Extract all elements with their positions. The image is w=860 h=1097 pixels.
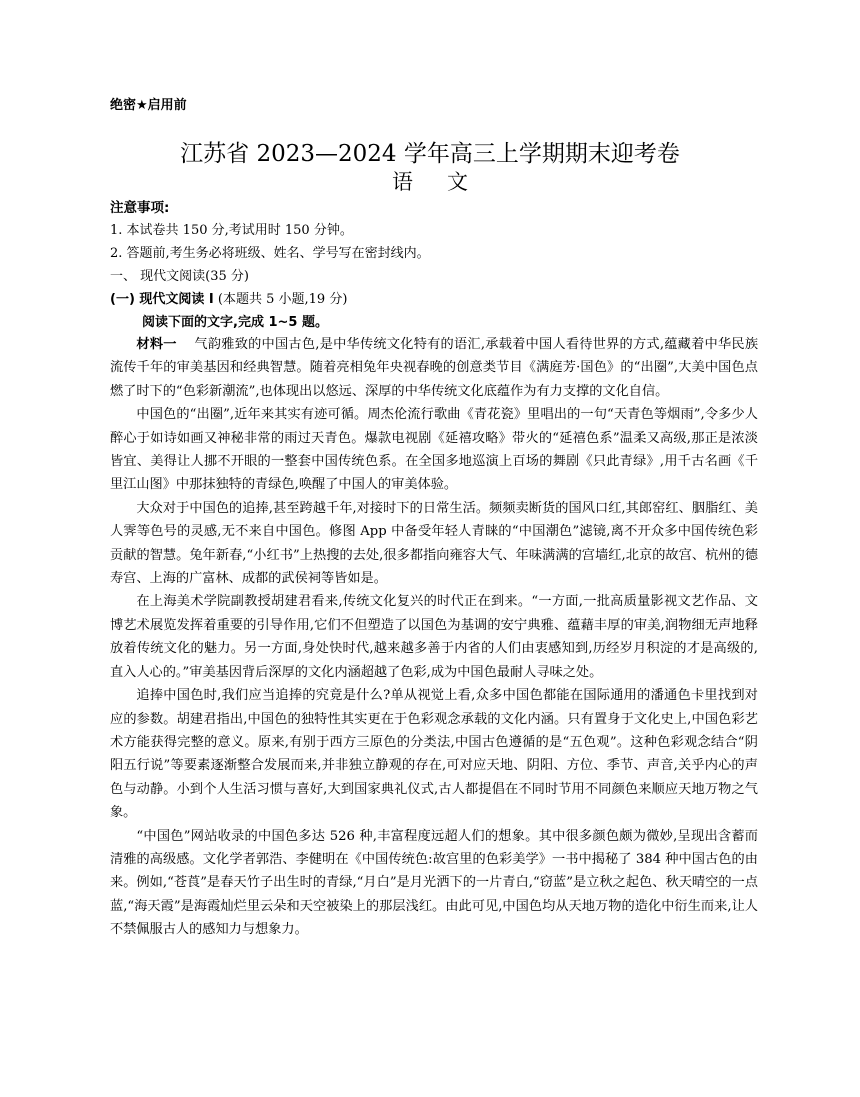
reading-instruction: 阅读下面的文字,完成 1~5 题。 (142, 315, 328, 330)
secret-mark: 绝密★启用前 (110, 98, 187, 113)
exam-title: 江苏省 2023—2024 学年高三上学期期末迎考卷 (180, 141, 680, 167)
article-paragraph-3: 大众对于中国色的追捧,甚至跨越千年,对接时下的日常生活。频频卖断货的国风口红,其郎窑红、胭脂红、美人霁等色号的灵感,无不来自中国色。修图 App 中备受年轻人青睐的“中国潮色”滤镜,离不开众多中国传统色彩贡献的智慧。兔年新春,“小红书”上热搜的去处,很多都指向雍容大气、年味满满的宫墙红,北京的故宫、杭州的德寿宫、上海的广富林、成都的武侯祠等皆如是。 (110, 500, 758, 587)
article-paragraph-2: 中国色的“出圈”,近年来其实有迹可循。周杰伦流行歌曲《青花瓷》里唱出的一句“天青色等烟雨”,令多少人醉心于如诗如画又神秘非常的雨过天青色。爆款电视剧《延禧攻略》带火的“延禧色系”温柔又高级,那正是浓淡皆宜、美得让人挪不开眼的一整套中国传统色系。在全国多地巡演上百场的舞剧《只此青绿》,用千古名画《千里江山图》中那抹独特的青绿色,唤醒了中国人的审美体验。 (110, 407, 759, 493)
sub-title (110, 288, 347, 307)
article-paragraph-1: 材料一 气韵雅致的中国古色,是中华传统文化特有的语汇,承载着中国人看待世界的方式,蕴藏着中华民族流传千年的审美基因和经典智慧。随着亮相兔年央视春晚的创意类节目《满庭芳·国色》的“出圈”,大美中国色点燃了时下的“色彩新潮流”,也体现出以悠远、深厚的中华传统文化底蕴作为有力支撑的文化自信。 (110, 337, 759, 399)
notes-heading: 注意事项: (110, 200, 170, 216)
note-item-1: 1. 本试卷共 150 分,考试用时 150 分钟。 (110, 223, 353, 238)
sub-title-main: (一) 现代文阅读 I (110, 292, 214, 307)
note-item-2: 2. 答题前,考生务必将班级、姓名、学号写在密封线内。 (110, 246, 430, 261)
article-body (110, 333, 758, 942)
article-paragraph-6: “中国色”网站收录的中国色多达 526 种,丰富程度远超人们的想象。其中很多颜色颇为微妙,呈现出含蓄而清雅的高级感。文化学者郭浩、李健明在《中国传统色:故宫里的色彩美学》一书中揭秘了 384 种中国古色的由来。例如,“苍莨”是春天竹子出生时的青绿,“月白”是月光洒下的一片青白,“窃蓝”是立秋之起色、秋天晴空的一点蓝,“海天霞”是海霞灿烂里云朵和天空被染上的那层浅红。由此可见,中国色均从天地万物的造化中衍生而来,让人不禁佩服古人的感知力与想象力。 (110, 828, 758, 938)
part-title: 一、 现代文阅读(35 分) (110, 269, 249, 284)
sub-title-detail: (本题共 5 小题,19 分) (213, 292, 348, 307)
article-paragraph-4: 在上海美术学院副教授胡建君看来,传统文化复兴的时代正在到来。“一方面,一批高质量影视文艺作品、文博艺术展览发挥着重要的引导作用,它们不但塑造了以国色为基调的安宁典雅、蕴藉丰厚的审美,润物细无声地释放着传统文化的魅力。另一方面,身处快时代,越来越多善于内省的人们由衷感知到,历经岁月积淀的才是高级的,直入人心的。”审美基因背后深厚的文化内涵超越了色彩,成为中国色最耐人寻味之处。 (110, 594, 758, 680)
material-label: 材料一 (136, 337, 177, 352)
subject-title: 语文 (392, 170, 502, 194)
article-paragraph-5: 追捧中国色时,我们应当追捧的究竟是什么?单从视觉上看,众多中国色都能在国际通用的潘通色卡里找到对应的参数。胡建君指出,中国色的独特性其实更在于色彩观念承载的文化内涵。只有置身于文化史上,中国色彩艺术方能获得完整的意义。原来,有别于西方三原色的分类法,中国古色遵循的是“五色观”。这种色彩观念结合“阴阳五行说”等要素逐渐整合发展而来,并非独立静观的存在,可对应天地、阴阳、方位、季节、声音,关乎内心的声色与动静。小到个人生活习惯与喜好,大到国家典礼仪式,古人都提倡在不同时节用不同颜色来顺应天地万物之气象。 (110, 688, 758, 821)
